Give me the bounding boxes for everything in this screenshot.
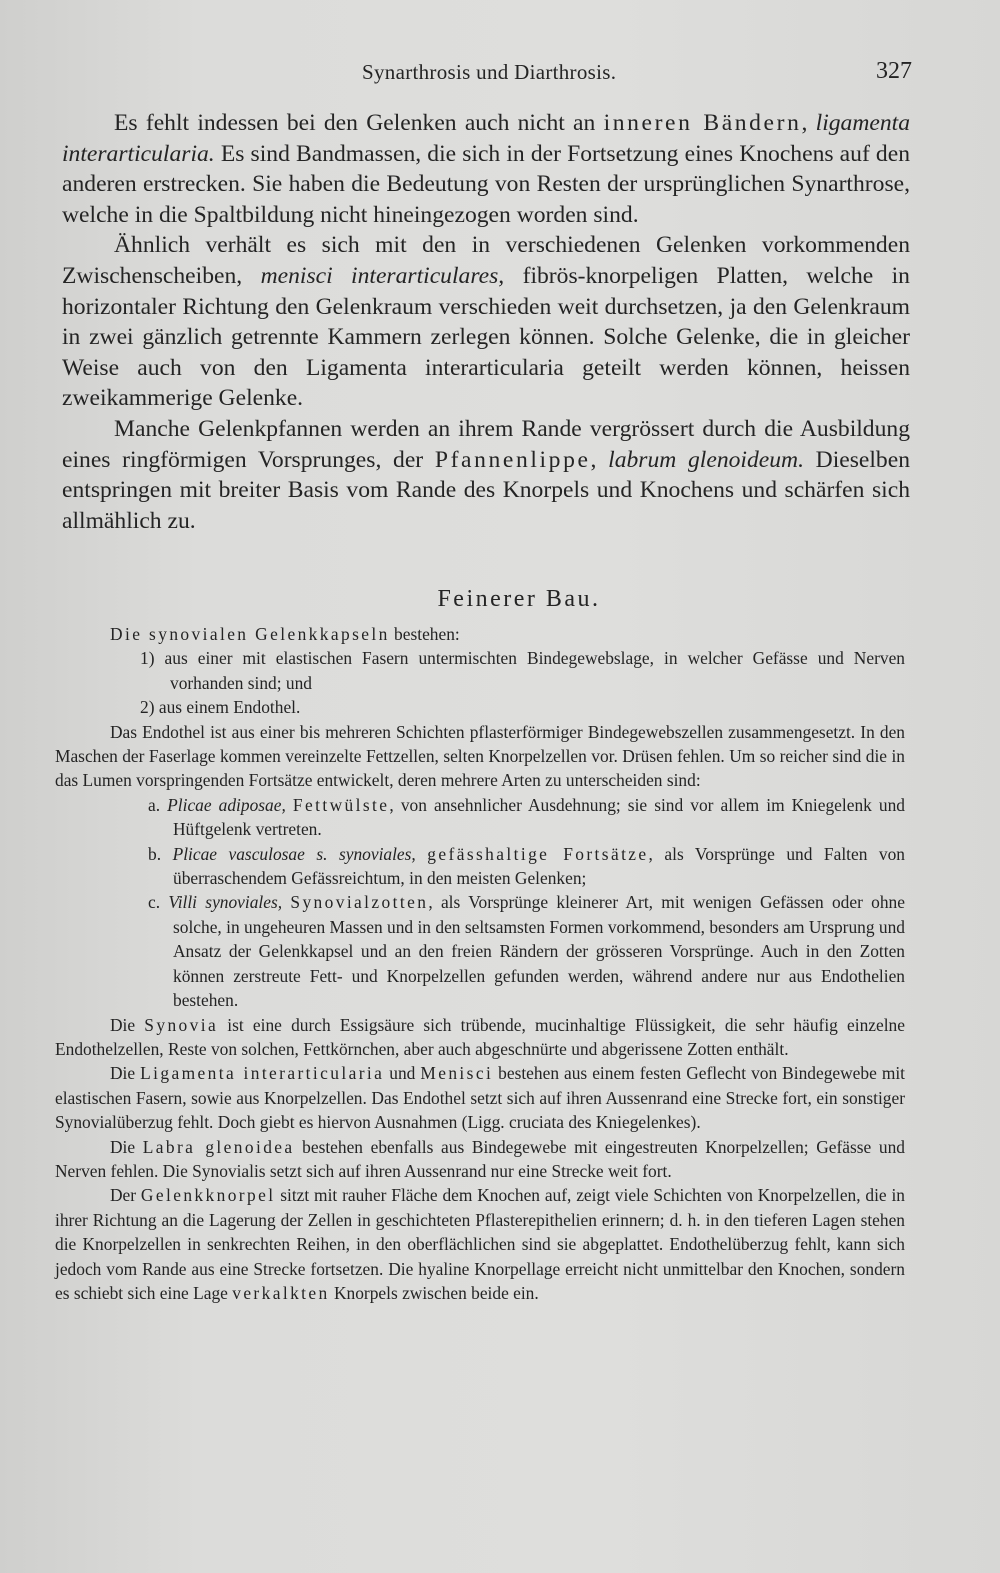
paragraph-labra: Die Labra glenoidea bestehen ebenfalls aus Bindegewebe mit eingestreuten Knorpelzellen; Gefässe und Nerven fehlen. Die Synovialis setzt sich auf ihren Aussenrand nur eine Strecke weit fort.: [55, 1136, 905, 1181]
paragraph-endothel: Das Endothel ist aus einer bis mehreren Schichten pflasterförmiger Bindegewebszellen zusammengesetzt. In den Maschen der Faserlage kommen vereinzelte Fettzellen, selten Knorpelzellen vor. Drüsen fehlen. Um so reicher sind die in das Lumen vorspringenden Fortsätze entwickelt, deren mehrere Arten zu unterscheiden sind:: [55, 721, 905, 791]
paragraph-inner-ligaments: Es fehlt indessen bei den Gelenken auch nicht an inneren Bändern, ligamenta interarticularia. Es sind Bandmassen, die sich in der Fortsetzung eines Knochens auf den anderen erstrecken. Sie haben die Bedeutung von Resten der ursprünglichen Synarthrose, welche in die Spaltbildung nicht hineingezogen worden sind.: [62, 110, 911, 228]
paragraph-gelenkknorpel: Der Gelenkknorpel sitzt mit rauher Fläche dem Knochen auf, zeigt viele Schichten von Knorpelzellen, die in ihrer Richtung an die Lagerung der Zellen in geschichteten Pflasterepithelien erinnern; d. h. in den tieferen Lagen stehen die Knorpelzellen in senkrechten Reihen, in den oberflächlichen sind sie abgeplattet. Endothelüberzug fehlt, kann sich jedoch vom Rande aus eine Strecke fortsetzen. Die hyaline Knorpellage erreicht nicht unmittelbar den Knochen, sondern es schiebt sich eine Lage verkalkten Knorpels zwischen beide ein.: [55, 1185, 905, 1303]
paragraph-menisci: Ähnlich verhält es sich mit den in verschiedenen Gelenken vorkommenden Zwischenscheiben, menisci interarticulares, fibrös-knorpeligen Platten, welche in horizontaler Richtung den Gelenkraum verschieden weit durchsetzen, ja den Gelenkraum in zwei gänzlich getrennte Kammern zerlegen können. Solche Gelenke, die in gleicher Weise auch von den Ligamenta interarticularia geteilt werden können, heissen zweikammerige Gelenke.: [62, 232, 910, 412]
page-number: 327: [876, 58, 912, 84]
sub-item-villi-synoviales: c. Villi synoviales, Synovialzotten, als Vorsprünge kleinerer Art, mit wenigen Gefässen oder ohne solche, in ungeheuren Massen und in den seltsamsten Formen vorkommend, besonders am Ursprung und Ansatz der Gelenkkapsel und an den freien Rändern der grösseren Vorsprünge. Auch in den Zotten können zerstreute Fett- und Knorpelzellen gefunden werden, während andere nur aus Endothelien bestehen.: [148, 892, 905, 1011]
upper-text-block: [62, 108, 910, 536]
section-heading: Feinerer Bau.: [437, 586, 601, 612]
paragraph-ligamenta: Die Ligamenta interarticularia und Menisci bestehen aus einem festen Geflecht von Bindegewebe mit elastischen Fasern, sowie aus Knorpelzellen. Das Endothel setzt sich auf ihren Aussenrand eine Strecke fort, ein sonstiger Synovialüberzug fehlt. Doch giebt es hiervon Ausnahmen (Ligg. cruciata des Kniegelenkes).: [55, 1063, 906, 1133]
list-item: 1) aus einer mit elastischen Fasern untermischten Bindegewebslage, in welcher Gefässe und Nerven vorhanden sind; und: [140, 648, 905, 693]
paragraph-labrum: Manche Gelenkpfannen werden an ihrem Rande vergrössert durch die Ausbildung eines ringförmigen Vorsprunges, der Pfannenlippe, labrum glenoideum. Dieselben entspringen mit breiter Basis vom Rande des Knorpels und Knochens und schärfen sich allmählich zu.: [62, 415, 910, 534]
lower-text-block: [55, 622, 905, 1305]
list-item: 2) aus einem Endothel.: [140, 697, 301, 718]
paragraph-capsule-intro: Die synovialen Gelenkkapseln bestehen:: [110, 624, 460, 644]
page-header: [0, 60, 1000, 90]
running-title: Synarthrosis und Diarthrosis.: [362, 60, 617, 84]
paragraph-synovia: Die Synovia ist eine durch Essigsäure sich trübende, mucinhaltige Flüssigkeit, die sehr häufig einzelne Endothelzellen, Reste von solchen, Fettkörnchen, aber auch abgeschnürte und abgerissene Zotten enthält.: [55, 1014, 905, 1059]
sub-item-plicae-adiposae: a. Plicae adiposae, Fettwülste, von ansehnlicher Ausdehnung; sie sind vor allem im Kniegelenk und Hüftgelenk vertreten.: [148, 794, 906, 840]
sub-item-plicae-vasculosae: b. Plicae vasculosae s. synoviales, gefässhaltige Fortsätze, als Vorsprünge und Falten von überraschendem Gefässreichtum, in den meisten Gelenken;: [148, 843, 905, 889]
